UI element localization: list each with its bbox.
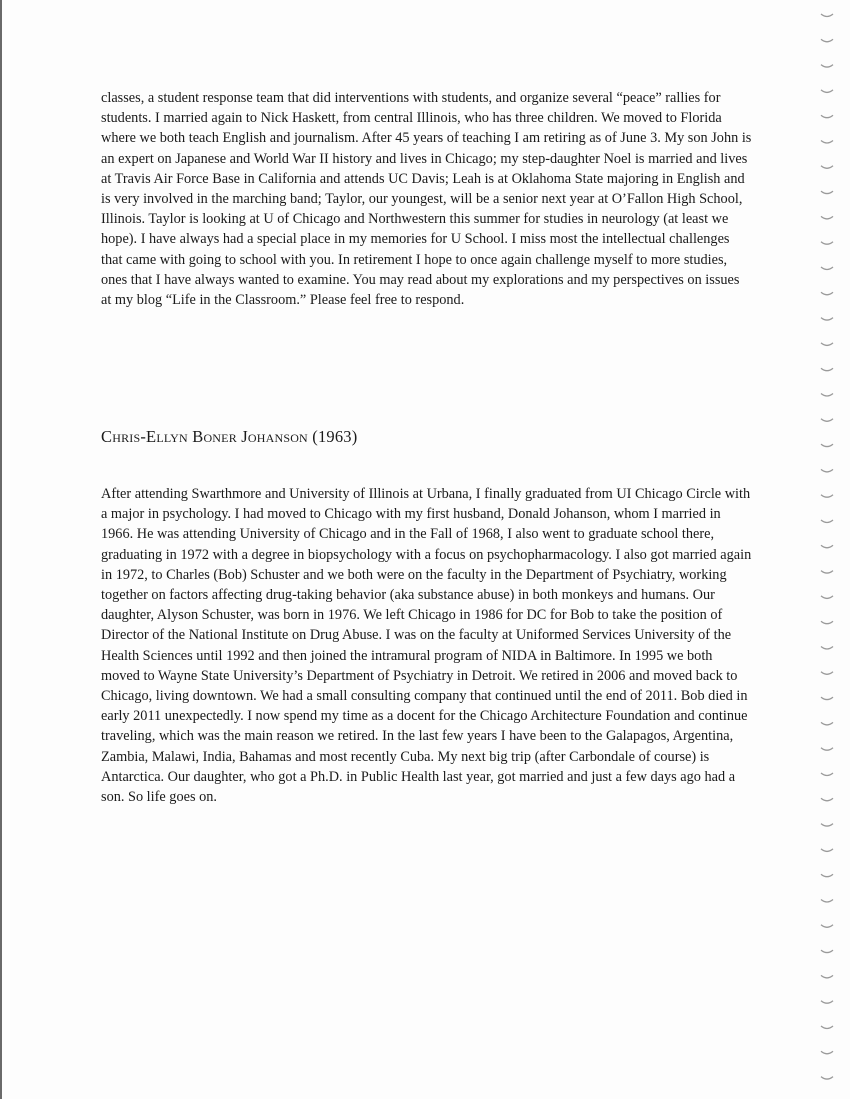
binding-mark <box>821 545 833 548</box>
binding-mark <box>821 798 833 801</box>
binding-mark <box>821 672 833 675</box>
binding-mark <box>821 343 833 346</box>
binding-mark <box>821 65 833 68</box>
section-heading: Chris-Ellyn Boner Johanson (1963) <box>101 427 358 446</box>
binding-mark <box>821 216 833 219</box>
binding-mark <box>821 1026 833 1029</box>
binding-mark <box>821 697 833 700</box>
spiral-binding-marks-icon <box>818 0 836 1099</box>
binding-mark <box>821 115 833 118</box>
binding-mark <box>821 722 833 725</box>
binding-mark <box>821 444 833 447</box>
binding-mark <box>821 368 833 371</box>
binding-mark <box>821 191 833 194</box>
paragraph-johanson-entry: After attending Swarthmore and University of Illinois at Urbana, I finally graduated from UI Chicago Circle with a major in psychology. I had moved to Chicago with my first husband, Donald Johanson, whom I married in 1966. He was attending University of Chicago and in the Fall of 1968, I also went to graduate school there, graduating in 1972 with a degree in biopsychology with a focus on psychopharmacology. I also got married again in 1972, to Charles (Bob) Schuster and we both were on the faculty in the Department of Psychiatry, working together on factors affecting drug-taking behavior (aka substance abuse) in both monkeys and humans. Our daughter, Alyson Schuster, was born in 1976. We left Chicago in 1986 for DC for Bob to take the position of Director of the National Institute on Drug Abuse. I was on the faculty at Uniformed Services University of the Health Sciences until 1992 and then joined the intramural program of NIDA in Baltimore. In 1995 we both moved to Wayne State University’s Department of Psychiatry in Detroit. We retired in 2006 and moved back to Chicago, living downtown. We had a small consulting company that continued until the end of 2011. Bob died in early 2011 unexpectedly. I now spend my time as a docent for the Chicago Architecture Foundation and continue traveling, which was the main reason we retired. In the last few years I have been to the Galapagos, Argentina, Zambia, Malawi, India, Bahamas and most recently Cuba. My next big trip (after Carbondale of course) is Antarctica. Our daughter, who got a Ph.D. in Public Health last year, got married and just a few days ago had a son. So life goes on. <box>101 486 752 806</box>
binding-mark <box>821 571 833 574</box>
binding-mark <box>821 267 833 270</box>
page-left-edge <box>0 0 2 1099</box>
binding-mark <box>821 647 833 650</box>
binding-mark <box>821 141 833 144</box>
binding-mark <box>821 874 833 877</box>
binding-mark <box>821 419 833 422</box>
binding-mark <box>821 1051 833 1054</box>
binding-mark <box>821 748 833 751</box>
binding-mark <box>821 1001 833 1004</box>
binding-mark <box>821 495 833 498</box>
binding-mark <box>821 14 833 17</box>
binding-mark <box>821 975 833 978</box>
binding-mark <box>821 596 833 599</box>
binding-mark <box>821 39 833 42</box>
binding-mark <box>821 318 833 321</box>
paragraph-previous-entry: classes, a student response team that did interventions with students, and organize several “peace” rallies for students. I married again to Nick Haskett, from central Illinois, who has three children. We moved to Florida where we both teach English and journalism. After 45 years of teaching I am retiring as of June 3. My son John is an expert on Japanese and World War II history and lives in Chicago; my step-daughter Noel is married and lives at Travis Air Force Base in California and attends UC Davis; Leah is at Oklahoma State majoring in English and is very involved in the marching band; Taylor, our youngest, will be a senior next year at O’Fallon High School, Illinois. Taylor is looking at U of Chicago and Northwestern this summer for studies in neurology (at least we hope). I have always had a special place in my memories for U School. I miss most the intellectual challenges that came with going to school with you. In retirement I hope to once again challenge myself to more studies, ones that I have always wanted to examine. You may read about my explorations and my perspectives on issues at my blog “Life in the Classroom.” Please feel free to respond. <box>101 90 752 309</box>
binding-mark <box>821 900 833 903</box>
binding-mark <box>821 950 833 953</box>
binding-mark <box>821 849 833 852</box>
binding-mark <box>821 394 833 397</box>
binding-mark <box>821 469 833 472</box>
binding-mark <box>821 166 833 169</box>
binding-mark <box>821 242 833 245</box>
binding-mark <box>821 1077 833 1080</box>
binding-mark <box>821 773 833 776</box>
binding-mark <box>821 824 833 827</box>
binding-mark <box>821 90 833 93</box>
binding-mark <box>821 520 833 523</box>
binding-mark <box>821 621 833 624</box>
binding-mark <box>821 925 833 928</box>
binding-mark <box>821 292 833 295</box>
